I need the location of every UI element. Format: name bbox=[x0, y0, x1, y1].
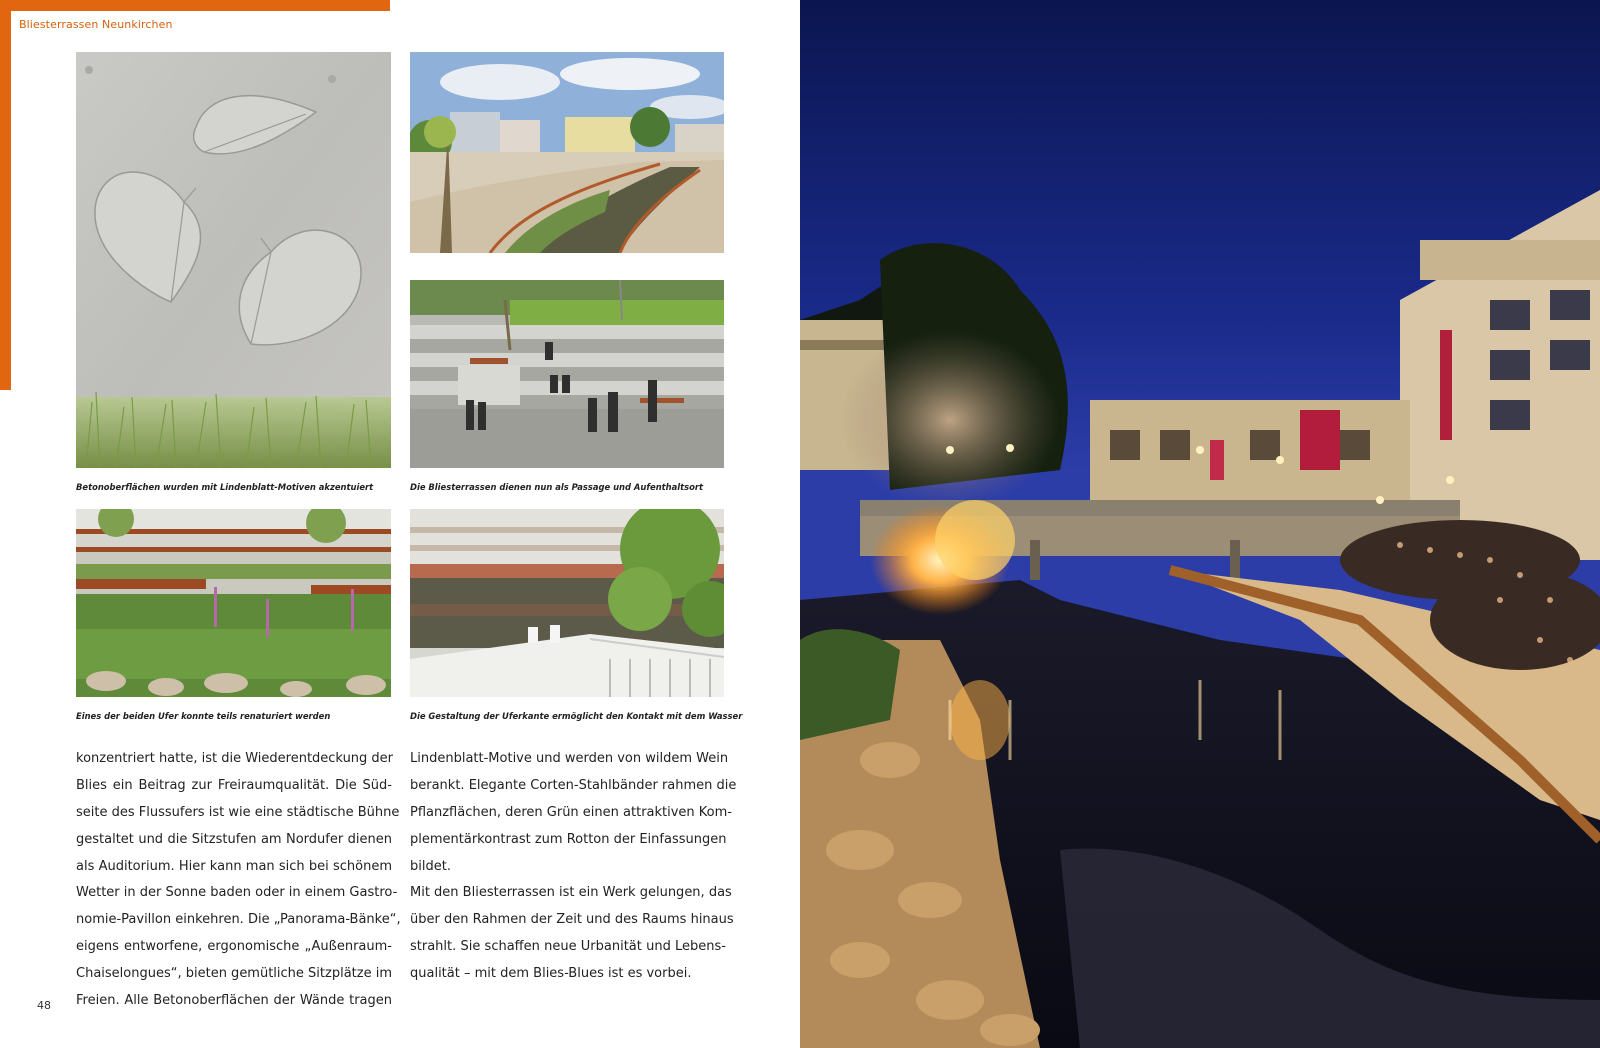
body-line: Mit den Bliesterrassen ist ein Werk gelungen, das bbox=[410, 885, 732, 901]
photo-water-edge bbox=[410, 509, 724, 697]
body-line: strahlt. Sie schaffen neue Urbanität und Lebens- bbox=[410, 939, 726, 955]
body-line: berankt. Elegante Corten-Stahlbänder rahmen die bbox=[410, 777, 737, 793]
body-line: Chaiselongues“, bieten gemütliche Sitzplätze im bbox=[76, 966, 392, 982]
body-column-1 bbox=[76, 746, 401, 1015]
body-line: Freien. Alle Betonoberflächen der Wände tragen bbox=[76, 993, 392, 1009]
caption-leaf-relief: Betonoberflächen wurden mit Lindenblatt-Motiven akzentuiert bbox=[76, 482, 374, 492]
body-line: qualität – mit dem Blies-Blues ist es vorbei. bbox=[410, 966, 692, 982]
caption-seating-steps: Die Bliesterrassen dienen nun als Passage und Aufenthaltsort bbox=[410, 482, 704, 492]
accent-bar-top bbox=[0, 0, 390, 11]
body-line: als Auditorium. Hier kann man sich bei schönem bbox=[76, 858, 392, 874]
body-line: über den Rahmen der Zeit und des Raums hinaus bbox=[410, 912, 734, 928]
caption-water-edge: Die Gestaltung der Uferkante ermöglicht den Kontakt mit dem Wasser bbox=[410, 711, 743, 721]
body-line: Lindenblatt-Motive und werden von wildem Wein bbox=[410, 751, 729, 766]
page-number: 48 bbox=[37, 999, 51, 1012]
body-line: Wetter in der Sonne baden oder in einem Gastro- bbox=[76, 885, 398, 901]
photo-seating-steps bbox=[410, 280, 724, 468]
photo-leaf-relief bbox=[76, 52, 391, 468]
body-line: nomie-Pavillon einkehren. Die „Panorama-Bänke“, bbox=[76, 912, 401, 928]
body-line: gestaltet und die Sitzstufen am Nordufer dienen bbox=[76, 831, 392, 847]
body-line: Blies ein Beitrag zur Freiraumqualität. Die Süd- bbox=[76, 777, 392, 793]
accent-bar-side bbox=[0, 0, 11, 390]
body-line: seite des Flussufers ist wie eine städtische Bühne bbox=[76, 804, 400, 820]
body-line: eigens entworfene, ergonomische „Außenraum- bbox=[76, 939, 392, 955]
photo-riverbank-plants bbox=[76, 509, 391, 697]
photo-river-overview bbox=[410, 52, 724, 253]
photo-night-event bbox=[800, 0, 1600, 1048]
body-column-2 bbox=[410, 746, 737, 988]
body-line: plementärkontrast zum Rotton der Einfassungen bbox=[410, 831, 727, 847]
caption-riverbank-plants: Eines der beiden Ufer konnte teils renaturiert werden bbox=[76, 711, 331, 721]
body-line: Pflanzflächen, deren Grün einen attraktiven Kom- bbox=[410, 804, 732, 820]
body-line: konzentriert hatte, ist die Wiederentdeckung der bbox=[76, 751, 394, 766]
running-header: Bliesterrassen Neunkirchen bbox=[19, 18, 173, 31]
body-line: bildet. bbox=[410, 858, 451, 874]
